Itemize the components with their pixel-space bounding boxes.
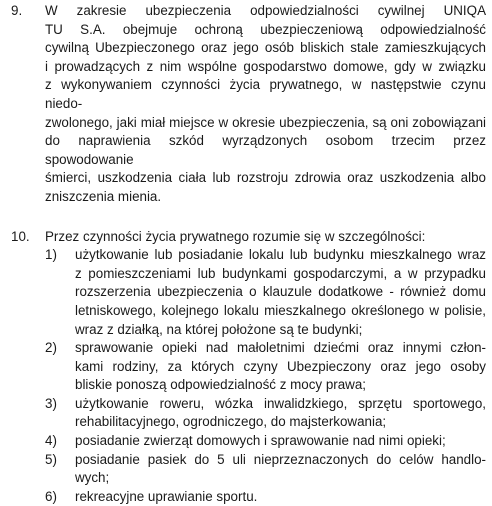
list-item-number: 3) — [45, 395, 57, 411]
enumerated-list — [45, 246, 486, 506]
text-line: śmierci, uszkodzenia ciała lub rozstroju zdrowia oraz uszkodzenia albo — [45, 170, 486, 186]
list-item-number: 4) — [45, 433, 57, 449]
paragraph-10 — [10, 228, 486, 506]
text-line: rozszerzenia ubezpieczenia o klauzule dodatkowe - również domu — [75, 284, 486, 300]
text-line: W zakresie ubezpieczenia odpowiedzialności cywilnej UNIQA — [45, 3, 486, 18]
text-line: TU S.A. obejmuje ochroną ubezpieczeniową odpowiedzialność — [45, 21, 486, 37]
paragraph-9 — [10, 2, 486, 207]
text-line: użytkowanie roweru, wózka inwalidzkiego, sprzętu sportowego, — [75, 395, 486, 411]
paragraph-number: 10. — [11, 228, 30, 244]
text-line: posiadanie pasiek do 5 uli nieprzeznaczonych do celów handlo- — [75, 451, 486, 467]
text-line: do naprawienia szkód wyrządzonych osobom trzecim przez spowodowanie — [45, 133, 486, 167]
text-line: bliskie ponoszą odpowiedzialność z mocy prawa; — [75, 377, 367, 393]
text-line: z wykonywaniem czynności życia prywatnego, w następstwie czynu niedo- — [45, 77, 486, 111]
list-item — [45, 246, 486, 339]
text-line: rehabilitacyjnego, ogrodniczego, do majsterkowania; — [75, 414, 387, 430]
list-item-number: 1) — [45, 247, 57, 263]
list-item-number: 2) — [45, 340, 57, 356]
text-line: Przez czynności życia prywatnego rozumie się w szczególności: — [45, 228, 426, 244]
list-item — [45, 339, 486, 395]
text-line: użytkowanie lub posiadanie lokalu lub budynku mieszkalnego wraz — [75, 247, 486, 263]
text-line: cywilną Ubezpieczonego oraz jego osób bliskich stale zamieszkujących — [45, 40, 486, 56]
text-line: z pomieszczeniami lub budynkami gospodarczymi, a w przypadku — [75, 265, 486, 281]
document-page — [10, 2, 486, 506]
text-line: zwolonego, jaki miał miejsce w okresie ubezpieczenia, są oni zobowiązani — [45, 114, 486, 130]
text-line: i prowadzących z nim wspólne gospodarstwo domowe, gdy w związku — [45, 58, 486, 74]
text-line: rekreacyjne uprawianie sportu. — [75, 488, 258, 504]
text-line: wych; — [75, 470, 110, 486]
list-item — [45, 488, 486, 506]
text-line: letniskowego, kolejnego lokalu mieszkalnego określonego w polisie, — [75, 302, 486, 318]
text-line: sprawowanie opieki nad małoletnimi dziećmi oraz innymi człon- — [75, 340, 486, 356]
list-item-number: 5) — [45, 451, 57, 467]
text-line: wraz z działką, na której położone są te budynki; — [75, 321, 363, 337]
text-line: kami rodziny, za których czyny Ubezpieczony oraz jego osoby — [75, 358, 486, 374]
list-item-number: 6) — [45, 488, 57, 504]
paragraph-number: 9. — [11, 3, 23, 18]
list-item — [45, 451, 486, 488]
text-line: zniszczenia mienia. — [45, 188, 162, 204]
list-item — [45, 395, 486, 432]
text-line: posiadanie zwierząt domowych i sprawowanie nad nimi opieki; — [75, 433, 446, 449]
